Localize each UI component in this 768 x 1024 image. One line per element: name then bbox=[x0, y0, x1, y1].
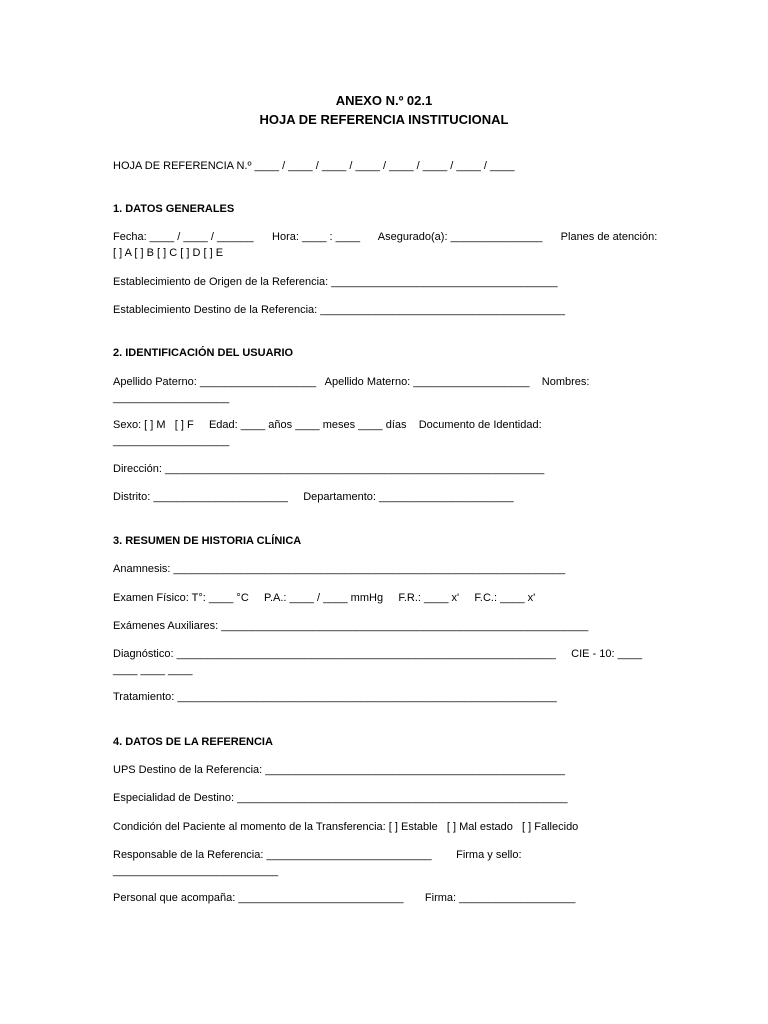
origin-establishment-field[interactable]: Establecimiento de Origen de la Referencia: _____________________________________ bbox=[113, 276, 558, 288]
destination-establishment-field[interactable]: Establecimiento Destino de la Referencia: ________________________________________ bbox=[113, 304, 565, 316]
user-names-field[interactable]: Apellido Paterno: ___________________ Apellido Materno: ___________________ Nombres: ___________________ bbox=[113, 376, 593, 404]
diagnosis-field[interactable]: Diagnóstico: ______________________________________________________________ CIE - 10: ____ ____ ____ ____ bbox=[113, 648, 646, 676]
patient-condition-field[interactable]: Condición del Paciente al momento de la Transferencia: [ ] Estable [ ] Mal estado [ ] Fallecido bbox=[113, 821, 579, 833]
companion-staff-field[interactable]: Personal que acompaña: ___________________________ Firma: ___________________ bbox=[113, 892, 576, 904]
user-address-field[interactable]: Dirección: ______________________________________________________________ bbox=[113, 463, 545, 475]
annex-number: ANEXO N.º 02.1 bbox=[335, 93, 433, 108]
section-heading-user-identification: 2. IDENTIFICACIÓN DEL USUARIO bbox=[113, 347, 294, 359]
destination-specialty-field[interactable]: Especialidad de Destino: ______________________________________________________ bbox=[113, 792, 568, 804]
reference-number-field[interactable]: HOJA DE REFERENCIA N.º ____ / ____ / ____ / ____ / ____ / ____ / ____ / ____ bbox=[113, 160, 515, 172]
form-title: HOJA DE REFERENCIA INSTITUCIONAL bbox=[259, 112, 509, 127]
section-heading-clinical-summary: 3. RESUMEN DE HISTORIA CLÍNICA bbox=[113, 535, 302, 547]
physical-exam-field[interactable]: Examen Físico: T°: ____ °C P.A.: ____ / ____ mmHg F.R.: ____ x' F.C.: ____ x' bbox=[113, 592, 536, 604]
user-district-department-field[interactable]: Distrito: ______________________ Departamento: ______________________ bbox=[113, 491, 514, 503]
treatment-field[interactable]: Tratamiento: ______________________________________________________________ bbox=[113, 691, 557, 703]
general-data-date-time-plans[interactable]: Fecha: ____ / ____ / ______ Hora: ____ : ____ Asegurado(a): _______________ Planes de atención: [ ] A [ ] B [ ] C [ ] D [ ] E bbox=[113, 231, 661, 259]
user-sex-age-document-field[interactable]: Sexo: [ ] M [ ] F Edad: ____ años ____ meses ____ días Documento de Identidad: ___________________ bbox=[113, 419, 545, 447]
section-heading-general-data: 1. DATOS GENERALES bbox=[113, 203, 235, 215]
section-heading-reference-data: 4. DATOS DE LA REFERENCIA bbox=[113, 736, 273, 748]
reference-responsible-field[interactable]: Responsable de la Referencia: ___________________________ Firma y sello: ___________________________ bbox=[113, 849, 525, 877]
anamnesis-field[interactable]: Anamnesis: ________________________________________________________________ bbox=[113, 563, 566, 575]
ups-destination-field[interactable]: UPS Destino de la Referencia: _________________________________________________ bbox=[113, 764, 566, 776]
auxiliary-exams-field[interactable]: Exámenes Auxiliares: ____________________________________________________________ bbox=[113, 620, 589, 632]
